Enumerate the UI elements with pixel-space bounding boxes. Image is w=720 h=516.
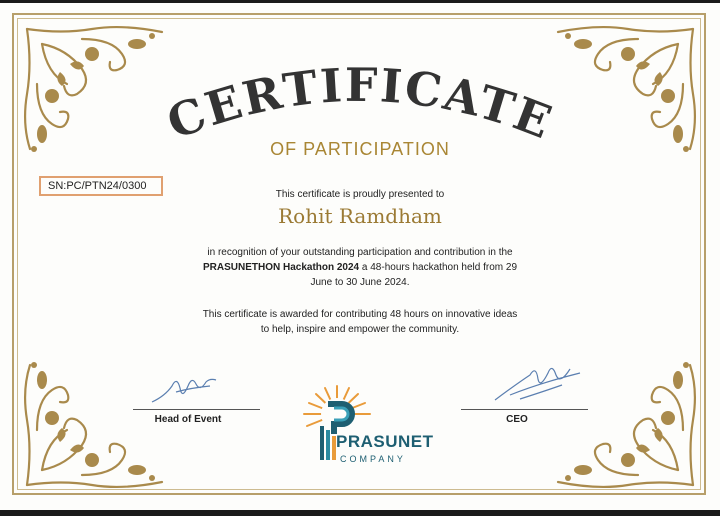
recognition-line-3: June to 30 June 2024. <box>310 277 410 288</box>
bottom-edge <box>0 510 720 516</box>
signature-icon <box>150 368 230 408</box>
logo-subtitle: COMPANY <box>340 454 406 464</box>
recipient-name: Rohit Ramdham <box>278 204 442 228</box>
logo-name: PRASUNET <box>336 432 434 451</box>
presented-line: This certificate is proudly presented to <box>275 189 445 200</box>
top-edge <box>0 0 720 3</box>
signature-line-right <box>461 409 588 410</box>
award-line-2: to help, inspire and empower the community. <box>260 324 460 335</box>
signature-line-left <box>133 409 260 410</box>
signature-icon <box>490 355 590 405</box>
ceo-label: CEO <box>506 414 528 425</box>
head-of-event-label: Head of Event <box>154 414 222 425</box>
svg-text:CERTIFICATE: CERTIFICATE <box>159 57 561 150</box>
serial-number: SN:PC/PTN24/0300 <box>39 176 163 196</box>
award-paragraph <box>160 307 560 337</box>
recognition-paragraph <box>160 245 560 290</box>
recognition-line-2: a 48-hours hackathon held from 29 <box>359 262 518 273</box>
award-line-1: This certificate is awarded for contributing 48 hours on innovative ideas <box>202 309 518 320</box>
event-name: PRASUNETHON Hackathon 2024 <box>202 262 360 273</box>
recognition-line-1: in recognition of your outstanding participation and contribution in the <box>207 247 513 258</box>
certificate-title <box>150 52 570 152</box>
floral-ornament-icon <box>548 24 698 154</box>
certificate-subtitle: OF PARTICIPATION <box>270 139 450 159</box>
